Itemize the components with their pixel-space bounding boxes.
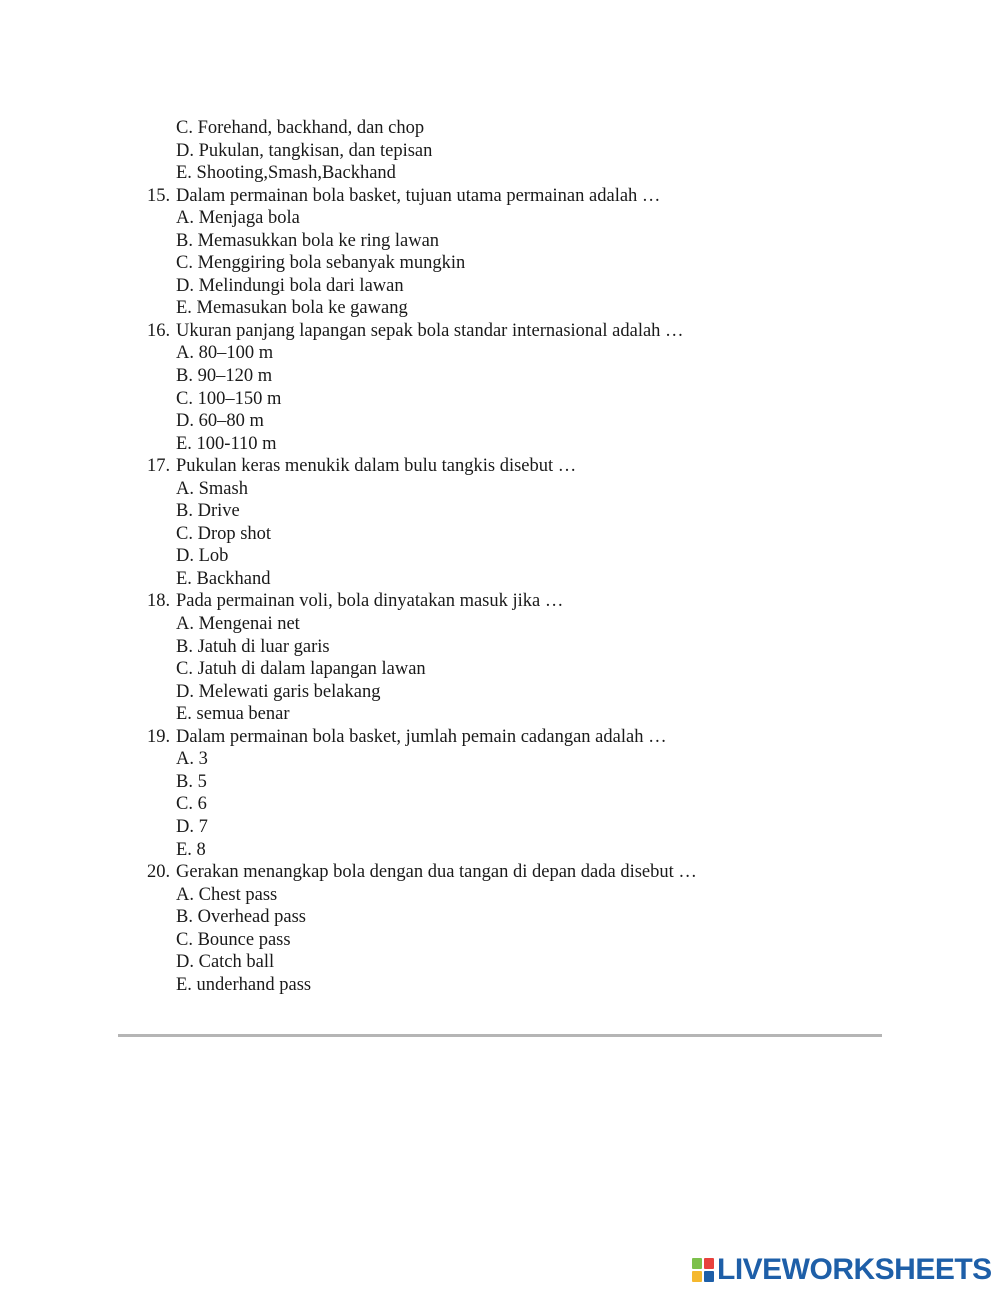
option[interactable]: C. 6 — [176, 794, 207, 815]
option[interactable]: D. 60–80 m — [176, 411, 264, 432]
question-number: 19. — [147, 726, 171, 747]
option[interactable]: E. underhand pass — [176, 974, 312, 995]
option[interactable]: E. Memasukan bola ke gawang — [176, 298, 408, 319]
question-number: 15. — [147, 185, 171, 206]
question-20 — [147, 861, 887, 996]
question-text: Pada permainan voli, bola dinyatakan masuk jika … — [176, 591, 564, 612]
option[interactable]: D. Melewati garis belakang — [176, 681, 381, 702]
option[interactable]: D. Catch ball — [176, 952, 275, 973]
question-number: 17. — [147, 456, 171, 477]
question-number: 20. — [147, 862, 171, 883]
option[interactable]: E. Backhand — [176, 568, 271, 589]
question-16 — [147, 320, 887, 455]
worksheet-content — [147, 117, 887, 996]
option[interactable]: A. Menjaga bola — [176, 208, 300, 229]
option[interactable]: A. 80–100 m — [176, 343, 274, 364]
leading-options — [147, 117, 887, 185]
question-text: Ukuran panjang lapangan sepak bola standar internasional adalah … — [176, 320, 684, 341]
horizontal-divider — [118, 1034, 882, 1037]
liveworksheets-logo[interactable] — [692, 1255, 992, 1285]
option[interactable]: A. Smash — [176, 478, 248, 499]
option[interactable]: C. 100–150 m — [176, 388, 282, 409]
option[interactable]: E. Shooting,Smash,Backhand — [176, 163, 396, 184]
liveworksheets-logo-icon — [692, 1258, 714, 1282]
question-text: Dalam permainan bola basket, tujuan utama permainan adalah … — [176, 185, 661, 206]
option[interactable]: A. Mengenai net — [176, 614, 300, 635]
question-18 — [147, 590, 887, 725]
question-number: 16. — [147, 320, 171, 341]
option[interactable]: B. 90–120 m — [176, 366, 273, 387]
option[interactable]: D. Melindungi bola dari lawan — [176, 275, 404, 296]
option[interactable]: B. Memasukkan bola ke ring lawan — [176, 230, 440, 251]
option[interactable]: C. Menggiring bola sebanyak mungkin — [176, 253, 466, 274]
option[interactable]: E. 8 — [176, 839, 206, 860]
option[interactable]: E. semua benar — [176, 704, 290, 725]
option[interactable]: B. Drive — [176, 501, 240, 522]
option[interactable]: E. 100-110 m — [176, 433, 277, 454]
question-text: Dalam permainan bola basket, jumlah pemain cadangan adalah … — [176, 726, 667, 747]
option[interactable]: D. Pukulan, tangkisan, dan tepisan — [176, 140, 433, 161]
logo-text: LIVEWORKSHEETS — [717, 1253, 992, 1286]
question-text: Pukulan keras menukik dalam bulu tangkis disebut … — [176, 456, 577, 477]
option[interactable]: A. 3 — [176, 749, 208, 770]
option[interactable]: B. Overhead pass — [176, 907, 306, 928]
option[interactable]: C. Drop shot — [176, 523, 272, 544]
option[interactable]: B. Jatuh di luar garis — [176, 636, 330, 657]
question-19 — [147, 726, 887, 861]
option[interactable]: D. Lob — [176, 546, 229, 567]
question-17 — [147, 455, 887, 590]
option[interactable]: B. 5 — [176, 771, 207, 792]
question-15 — [147, 185, 887, 320]
option[interactable]: C. Jatuh di dalam lapangan lawan — [176, 659, 426, 680]
option[interactable]: C. Forehand, backhand, dan chop — [176, 118, 425, 138]
question-text: Gerakan menangkap bola dengan dua tangan di depan dada disebut … — [176, 862, 697, 883]
option[interactable]: A. Chest pass — [176, 884, 278, 905]
question-number: 18. — [147, 591, 171, 612]
option[interactable]: D. 7 — [176, 816, 208, 837]
option[interactable]: C. Bounce pass — [176, 929, 291, 950]
